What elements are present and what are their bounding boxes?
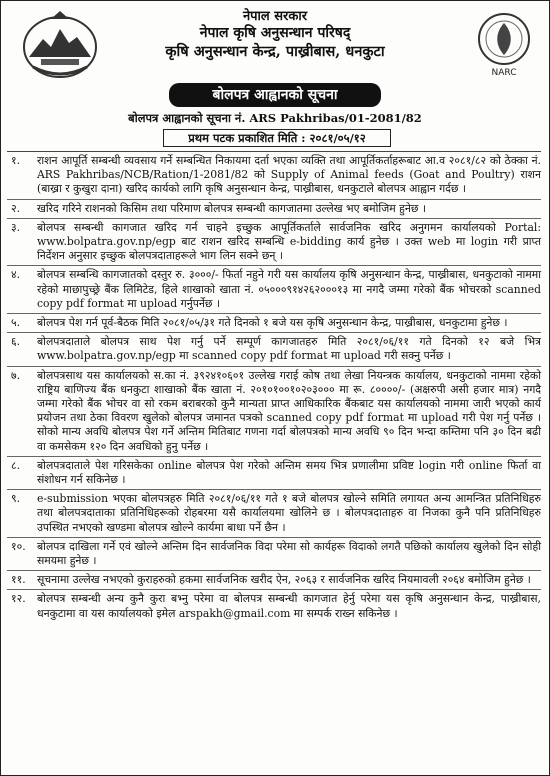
list-item: [7, 456, 541, 489]
item-number: ६.: [11, 335, 21, 349]
item-number: ७.: [11, 368, 21, 382]
item-text: बोलपत्र सम्बन्धी कागजात खरिद गर्न चाहने इच्छुक आपूर्तिकर्ताले सार्वजनिक खरिद अनुगमन कार्यालयको Portal: www.bolpatra.gov.np/egp बाट राशन खरिद सम्बन्धि e-bidding कार्य हुनेछ । उक्त web मा login गरी प्राप्त निर्देशन अनुसार इच्छुक बोलपत्रदाताहरूले भाग लिन सक्ने छन् ।: [37, 220, 541, 263]
item-text: बोलपत्र सम्बन्धि कागजातको दस्तुर रु. ३०००/- फिर्ता नहुने गरी यस कार्यालय कृषि अनुसन्धान केन्द्र, पाख्रीबास, धनकुटाको नाममा रहेको माछापुच्छ्रे बैंक लिमिटेड, हिले शाखाको खाता नं. ०५०००९१४२६२०००१३ मा नगदै जम्मा गरेको बैंक भोचरको scanned copy pdf format मा upload गर्नुपर्नेछ ।: [37, 268, 541, 310]
item-text: e-submission भएका बोलपत्रहरु मिति २०८१/०६/११ गते १ बजे बोलपत्र खोल्ने समिति लगायत अन्य आमन्त्रित प्रतिनिधिहरु तथा बोलपत्रदाताका प्रतिनिधिहरूको रोहबरमा यसै कार्यालयमा खोलिने छ । बोलपत्रदाताहरु वा निजका कुनै पनि प्रतिनिधिहरु उपस्थित नभएको खण्डमा बोलपत्र खोल्ने कार्यमा बाधा पर्ने छैन ।: [37, 492, 541, 534]
notice-items: [7, 151, 541, 623]
item-text: बोलपत्र सम्बन्धी अन्य कुनै कुरा बभ्नु परेमा वा बोलपत्र सम्बन्धी कागजात हेर्नु परेमा यस कृषि अनुसन्धान केन्द्र, पाख्रीबास, धनकुटामा वा यस कार्यालयको इमेल arspakh@gmail.com मा सम्पर्क राख्न सकिनेछ ।: [37, 592, 541, 620]
list-item: [7, 151, 541, 199]
item-number: १२.: [11, 592, 26, 606]
item-number: ११.: [11, 573, 26, 587]
item-text: सूचनामा उल्लेख नभएको कुराहरुको हकमा सार्वजनिक खरीद ऐन, २०६३ र सार्वजनिक खरिद नियमावली २०६४ बमोजिम हुनेछ ।: [37, 573, 531, 587]
item-number: ५.: [11, 316, 21, 330]
item-number: ४.: [11, 268, 21, 282]
item-text: बोलपत्र दाखिला गर्ने एवं खोल्ने अन्तिम दिन सार्वजनिक विदा परेमा सो कार्यहरू विदाको लगतै पछिको कार्यालय खुलेको दिन सोही समयमा हुनेछ ।: [37, 539, 541, 568]
list-item: [7, 366, 541, 456]
list-item: [7, 537, 541, 570]
list-item: [7, 199, 541, 218]
item-text: बोलपत्रसाथ यस कार्यालयको स.का नं. ३९२४१०६०१ उल्लेख गराई कोष तथा लेखा नियन्त्रक कार्यालय, धनकुटाको नाममा रहेको राष्ट्रिय बाणिज्य बैंक धनकुटा शाखाको बैंक खाता नं. २०१०१००१०२०३००० मा रू. ८००००/- (अक्षरुपी असी हजार मात्र) नगदै जम्मा गरेको बैंक भोचर वा सो रकम बराबरको कुनै मान्यता प्राप्त आधिकारिक बैंकबाट यस कार्यालयको नाममा जारी भएको कार्य प्रयोजन तथा ठेका विवरण खुलेको बोलपत्र जमानत पत्रको scanned copy pdf format मा upload गरी पेश गर्नु पर्नेछ । सोको मान्य अवधि बोलपत्र पेश गर्ने अन्तिम मितिबाट गणना गर्दा बोलपत्रको मान्य अवधि ९० दिन भन्दा कम्तिमा पनि ३० दिन बढी वा कमसेकम १२० दिन अवधिको हुनु पर्नेछ ।: [37, 368, 541, 453]
first-publication-date: प्रथम पटक प्रकाशित मिति : २०८१/०५/१२: [163, 129, 391, 147]
item-text: बोलपत्रदाताले बोलपत्र साथ पेश गर्नु पर्ने सम्पूर्ण कागजातहरु मिति २०८१/०६/११ गते दिनको १२ बजे भित्र www.bolpatra.gov.np/egp मा scanned copy pdf format मा upload गरी सक्नु पर्नेछ ।: [37, 335, 541, 363]
list-item: [7, 218, 541, 266]
notice-number: बोलपत्र आह्वानको सूचना नं. ARS Pakhribas/01-2081/82: [128, 111, 422, 125]
item-number: ९.: [11, 492, 21, 506]
notice-banner: बोलपत्र आह्वानको सूचना: [169, 83, 381, 107]
item-number: ३.: [11, 220, 21, 234]
item-number: १.: [11, 154, 21, 167]
item-number: ८.: [11, 458, 21, 472]
item-text: बोलपत्रदाताले पेश गरिसकेका online बोलपत्र पेश गरेको अन्तिम समय भित्र प्रणालीमा प्रविष्ट login गरी online फिर्ता वा संशोधन गर्न सकिनेछ ।: [37, 458, 541, 487]
list-item: [7, 313, 541, 332]
center-title: कृषि अनुसन्धान केन्द्र, पाख्रीबास, धनकुटा: [165, 43, 385, 60]
item-text: खरिद गरिने राशनको किसिम तथा परिमाण बोलपत्र सम्बन्धी कागजातमा उल्लेख भए बमोजिम हुनेछ ।: [37, 201, 426, 215]
list-item: [7, 570, 541, 589]
list-item: [7, 332, 541, 365]
gov-title: नेपाल सरकार: [242, 9, 308, 24]
list-item: [7, 589, 541, 622]
list-item: [7, 489, 541, 537]
item-number: १०.: [11, 539, 26, 553]
item-text: बोलपत्र पेश गर्न पूर्व-बैठक मिति २०८१/०५/३१ गते दिनको १ बजे यस कृषि अनुसन्धान केन्द्र, पाख्रीबास, धनकुटामा हुनेछ ।: [37, 316, 508, 330]
list-item: [7, 265, 541, 313]
svg-text:NARC: NARC: [491, 68, 517, 78]
item-text: राशन आपूर्ति सम्बन्धी व्यवसाय गर्ने सम्बन्धित निकायमा दर्ता भएका व्यक्ति तथा आपूर्तिकर्ताहरूबाट आ.व २०८१/८२ को ठेक्का नं. ARS Pakhribas/NCB/Ration/1-2081/82 को Supply of Animal feeds (Goat and Poultry) राशन (बाख्रा र कुखुरा दाना) खरिद कार्यको लागि कृषि अनुसन्धान केन्द्र, पाख्रीबास, धनकुटाले बोलपत्र आह्वान गर्दछ ।: [37, 154, 541, 196]
header-block: [1, 9, 549, 61]
council-title: नेपाल कृषि अनुसन्धान परिषद्: [199, 25, 351, 41]
item-number: २.: [11, 201, 21, 215]
